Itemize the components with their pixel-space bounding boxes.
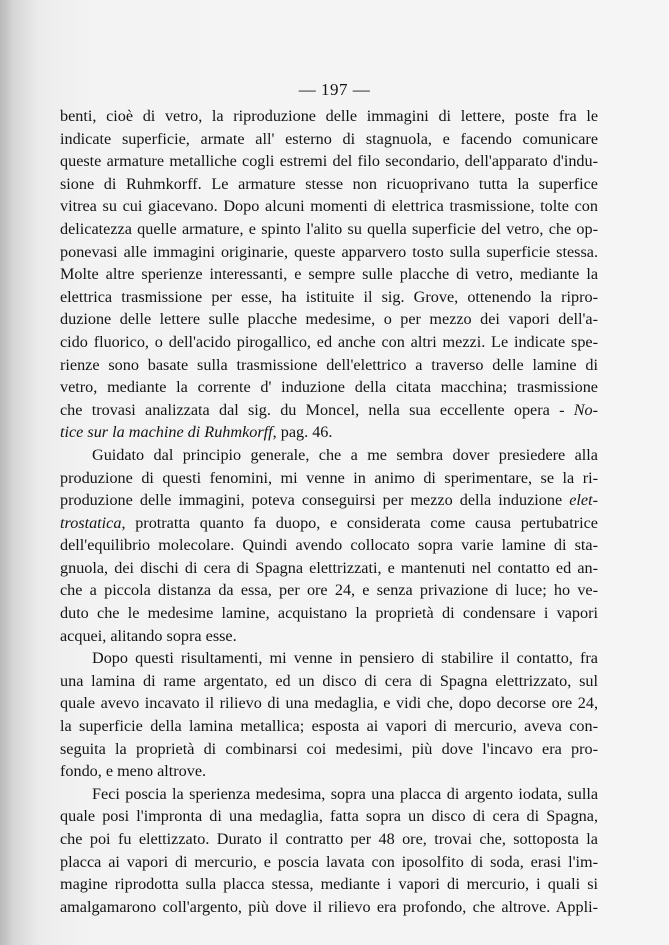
text-line: dell'equilibrio molecolare. Quindi avendo collocato sopra varie lamine di sta- bbox=[60, 536, 598, 555]
text-line: indicate superficie, armate all' esterno di stagnuola, e facendo comunicare bbox=[60, 129, 598, 148]
text-line: duzione delle lettere sulle placche medesime, o per mezzo dei vapori dell'a- bbox=[60, 310, 598, 329]
text-segment: , protratta quanto fa duopo, e considerata come causa pertubatrice bbox=[121, 513, 598, 532]
italic-title: tice sur la machine di Ruhmkorff bbox=[60, 423, 273, 442]
text-line: vitrea su cui giacevano. Dopo alcuni momenti di elettrica trasmissione, tolte con bbox=[60, 197, 598, 216]
text-line: Dopo questi risultamenti, mi venne in pensiero di stabilire il contatto, fra bbox=[92, 649, 598, 668]
text-line: produzione di questi fenomini, mi venne in animo di sperimentare, se la ri- bbox=[60, 468, 598, 487]
text-line: amalgamarono coll'argento, più dove il rilievo era profondo, che altrove. Appli- bbox=[60, 897, 598, 916]
text-line: che a piccola distanza da essa, per ore 24, e senza privazione di luce; ho ve- bbox=[60, 581, 598, 600]
text-line: duto che le medesime lamine, acquistano la proprietà di condensare i vapori bbox=[60, 604, 598, 623]
italic-title-start: No- bbox=[573, 400, 599, 419]
text-line: ponevasi alle immagini originarie, queste apparvero tosto sulla superficie stessa. bbox=[60, 242, 598, 261]
text-line: cido fluorico, o dell'acido pirogallico, ed anche con altri mezzi. Le indicate spe- bbox=[60, 332, 598, 351]
text-line: magine riprodotta sulla placca stessa, mediante i vapori di mercurio, i quali si bbox=[60, 875, 598, 894]
paragraph-3 bbox=[60, 647, 598, 783]
italic-word: trostatica bbox=[60, 513, 122, 532]
paragraph-1 bbox=[60, 105, 598, 444]
text-line: elettrica trasmissione per esse, ha istituite il sig. Grove, ottenendo la ripro- bbox=[60, 287, 598, 306]
text-line: quale avevo incavato il rilievo di una medaglia, e vidi che, dopo decorse ore 24, bbox=[60, 694, 598, 713]
paragraph-2 bbox=[60, 444, 598, 647]
text-line: queste armature metalliche cogli estremi del filo secondario, dell'apparato d'indu- bbox=[60, 152, 598, 171]
text-line: sione di Ruhmkorff. Le armature stesse non ricuoprivano tutta la superfice bbox=[60, 174, 598, 193]
text-line: fondo, e meno altrove. bbox=[60, 762, 207, 781]
text-line: che poi fu elettizzato. Durato il contratto per 48 ore, trovai che, sottoposta la bbox=[60, 830, 598, 848]
text-line: seguita la proprietà di combinarsi coi medesimi, più dove l'incavo era pro- bbox=[60, 739, 598, 758]
text-line: gnuola, dei dischi di cera di Spagna elettrizzati, e mantenuti nel contatto ed an- bbox=[60, 558, 598, 577]
text-segment: produzione delle immagini, poteva conseguirsi per mezzo della induzione bbox=[60, 491, 563, 510]
text-line: vetro, mediante la corrente d' induzione della citata macchina; trasmissione bbox=[60, 378, 598, 397]
body-text bbox=[60, 105, 598, 918]
text-line: acquei, alitando sopra esse. bbox=[60, 626, 237, 645]
text-line: quale posi l'impronta di una medaglia, fatta sopra un disco di cera di Spagna, bbox=[60, 807, 598, 826]
text-line bbox=[60, 512, 598, 535]
text-line: placca ai vapori di mercurio, e poscia lavata con iposolfito di soda, erasi l'im- bbox=[60, 852, 598, 871]
text-line: benti, cioè di vetro, la riproduzione delle immagini di lettere, poste fra le bbox=[60, 107, 598, 125]
text-line: una lamina di rame argentato, ed un disco di cera di Spagna elettrizzato, sul bbox=[60, 671, 598, 690]
italic-word: elet- bbox=[569, 491, 599, 510]
text-line: delicatezza quelle armature, e spinto l'alito su quella superficie del vetro, che op- bbox=[60, 219, 598, 238]
page-number: — 197 — bbox=[298, 80, 371, 99]
text-line bbox=[60, 489, 598, 512]
text-line bbox=[60, 399, 598, 422]
paragraph-4 bbox=[60, 783, 598, 919]
text-segment: , pag. 46. bbox=[272, 423, 333, 442]
text-line: rienze sono basate sulla trasmissione dell'elettrico a traverso delle lamine di bbox=[60, 355, 598, 374]
text-line: la superficie della lamina metallica; esposta ai vapori di mercurio, aveva con- bbox=[60, 717, 598, 736]
text-line: Molte altre sperienze interessanti, e sempre sulle placche di vetro, mediante la bbox=[60, 265, 598, 284]
text-line: Guidato dal principio generale, che a me sembra dover presiedere alla bbox=[92, 445, 598, 464]
text-segment: che trovasi analizzata dal sig. du Moncel, nella sua eccellente opera - bbox=[60, 400, 565, 419]
text-line bbox=[60, 421, 598, 444]
text-line: Feci poscia la sperienza medesima, sopra una placca di argento iodata, sulla bbox=[92, 784, 598, 803]
